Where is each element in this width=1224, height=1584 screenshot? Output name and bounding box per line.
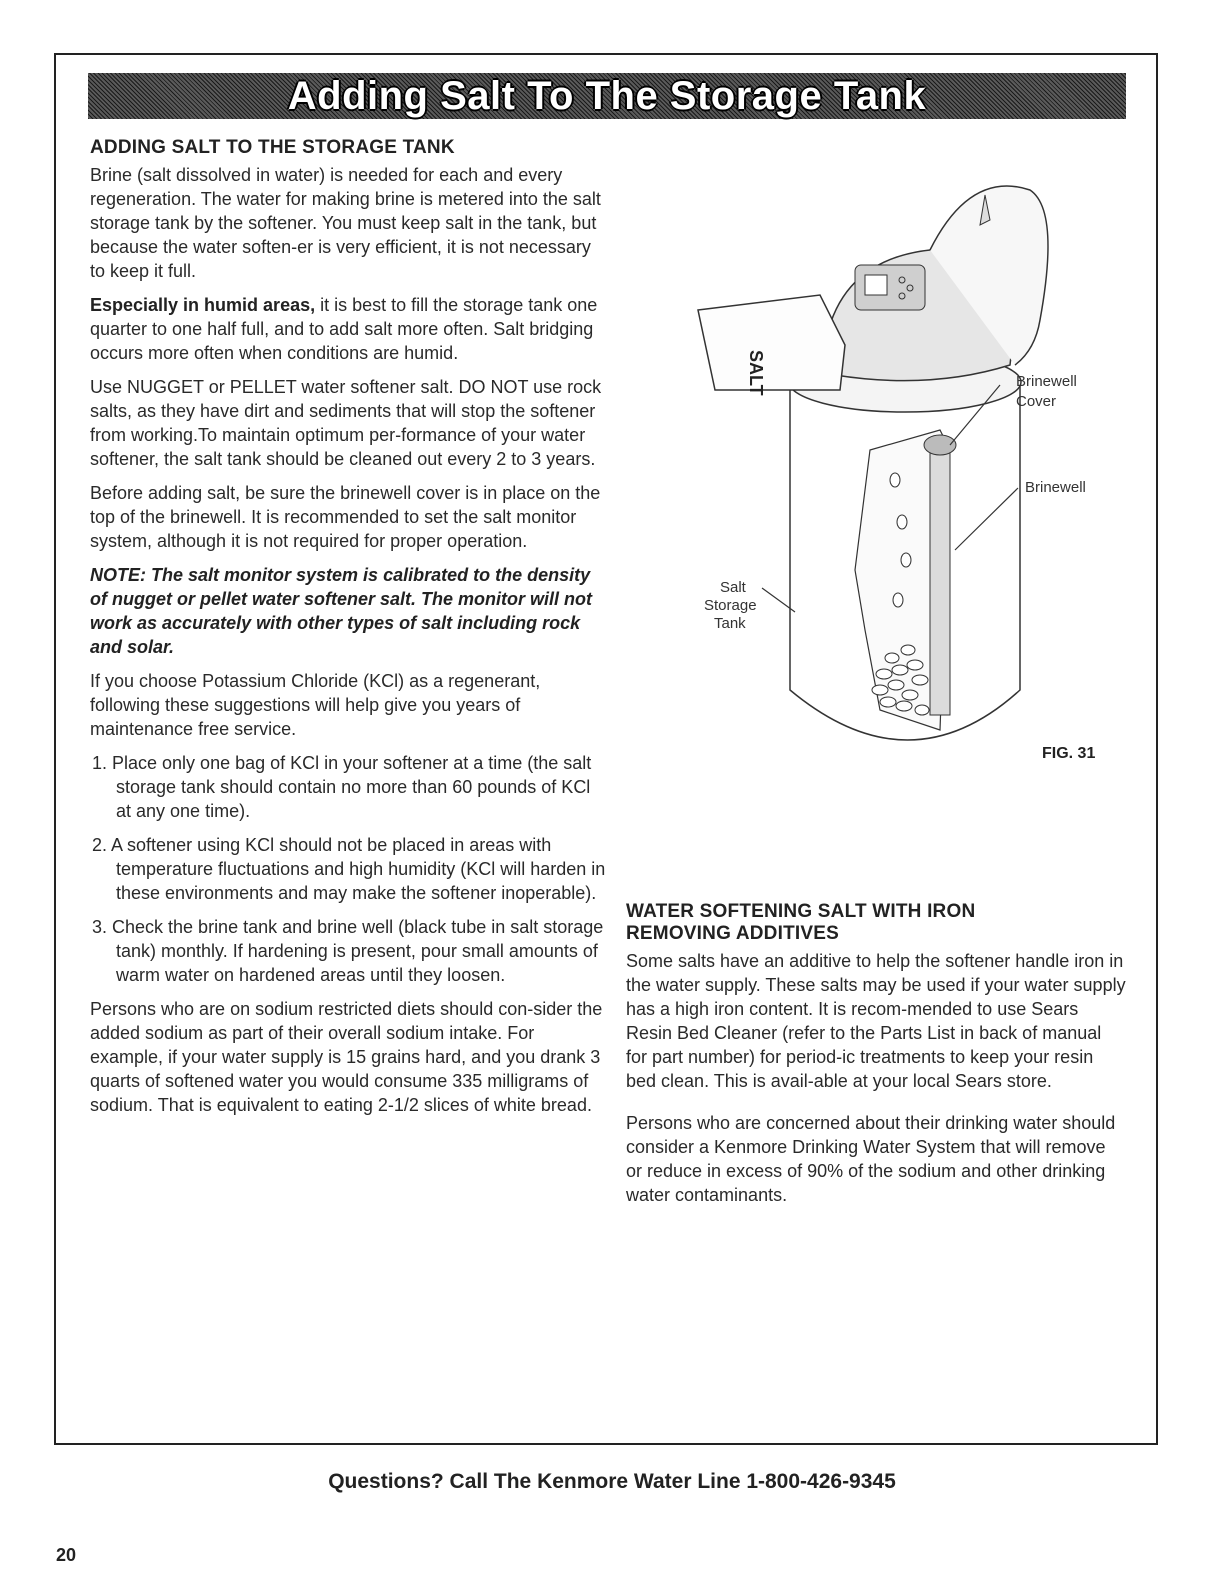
figure-caption: FIG. 31: [1042, 745, 1096, 762]
list-item: 2. A softener using KCl should not be placed in areas with temperature fluctuations and high humidity (KCl will harden in these environments and may make the softener inoperable).: [92, 835, 606, 903]
section-heading: ADDING SALT TO THE STORAGE TANK: [90, 137, 455, 158]
label-brinewell-cover: Cover: [1016, 393, 1057, 410]
humid-bold: Especially in humid areas,: [90, 295, 316, 315]
humid-rest: it is best to fill the storage tank one quarter to one half full, and to add salt more often. Salt bridging occurs more often when conditions are humid.: [90, 295, 598, 363]
list-item: 3. Check the brine tank and brine well (black tube in salt storage tank) monthly. If hardening is present, pour small amounts of warm water on hardened areas until they loosen.: [92, 917, 604, 985]
footer-phone: Questions? Call The Kenmore Water Line 1-800-426-9345: [328, 1470, 896, 1493]
label-salt-storage-tank: Storage: [704, 597, 757, 614]
right-column: [626, 901, 1126, 1217]
label-salt-storage-tank: Tank: [714, 615, 746, 632]
brinewell-tube: [930, 445, 950, 715]
paragraph-kcl: If you choose Potassium Chloride (KCl) as a regenerant, following these suggestions will help give you years of maintenance free service.: [90, 671, 541, 739]
brinewell-cover: [924, 435, 956, 455]
softener-diagram: [640, 150, 1120, 770]
title-banner: [88, 73, 1126, 119]
paragraph-salt-type: Use NUGGET or PELLET water softener salt. DO NOT use rock salts, as they have dirt and sediments that will stop the softener from working.To maintain optimum per-formance of your water softener, the salt tank should be cleaned out every 2 to 3 years.: [90, 377, 602, 469]
paragraph-drinking-water: Persons who are concerned about their drinking water should consider a Kenmore Drinking Water System that will remove or reduce in excess of 90% of the sodium and other drinking water contaminants.: [626, 1113, 1116, 1205]
paragraph-iron: Some salts have an additive to help the softener handle iron in the water supply. These salts may be used if your water supply has a high iron content. It is recom-mended to use Sears Resin Bed Cleaner (refer to the Parts List in back of manual for part number) for period-ic treatments to keep your resin bed clean. This is avail-able at your local Sears store.: [626, 951, 1126, 1091]
paragraph-brinewell: Before adding salt, be sure the brinewell cover is in place on the top of the brinewell. It is recommended to set the salt monitor system, although it is not required for proper operation.: [90, 483, 601, 551]
label-brinewell-cover: Brinewell: [1016, 373, 1077, 390]
salt-bag: [698, 295, 845, 390]
section-heading: [626, 901, 1126, 945]
paragraph-brine: Brine (salt dissolved in water) is needed for each and every regeneration. The water for making brine is metered into the salt storage tank by the softener. You must keep salt in the tank, but because the water soften-er is very efficient, it is not necessary to keep it full.: [90, 165, 601, 281]
kcl-list: [90, 751, 610, 987]
paragraph-humid: [90, 293, 610, 365]
label-salt-storage-tank: Salt: [720, 579, 746, 596]
display-screen: [865, 275, 887, 295]
left-column: [90, 137, 610, 1127]
list-item: 1. Place only one bag of KCl in your softener at a time (the salt storage tank should contain no more than 60 pounds of KCl at any one time).: [92, 753, 592, 821]
banner-title: Adding Salt To The Storage Tank: [287, 73, 927, 118]
bag-label: SALT: [746, 350, 766, 396]
heading-line: WATER SOFTENING SALT WITH IRON: [626, 901, 976, 922]
note-salt-monitor: NOTE: The salt monitor system is calibrated to the density of nugget or pellet water softener salt. The monitor will not work as accurately with other types of salt including rock and solar.: [90, 565, 593, 657]
label-brinewell: Brinewell: [1025, 479, 1086, 496]
page-number: 20: [56, 1545, 77, 1565]
paragraph-sodium: Persons who are on sodium restricted diets should con-sider the added sodium as part of their overall sodium intake. For example, if your water supply is 15 grains hard, and you drank 3 quarts of softened water you would consume 335 milligrams of sodium. That is equivalent to eating 2-1/2 slices of white bread.: [90, 999, 603, 1115]
softener-illustration: [640, 150, 1120, 770]
heading-line: REMOVING ADDITIVES: [626, 923, 839, 944]
